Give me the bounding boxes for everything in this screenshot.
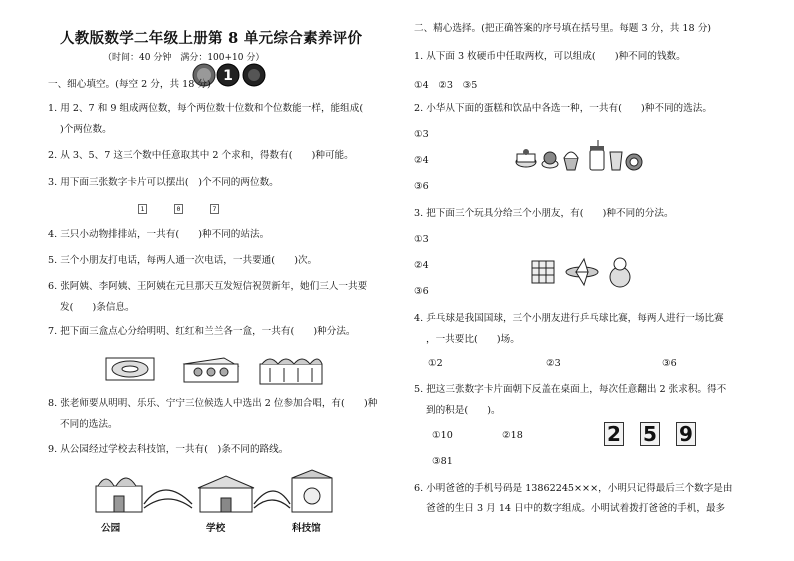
right-q6-line1: 6. 小明爸爸的手机号码是 13862245×××，小明只记得最后三个数字是由 xyxy=(414,483,733,494)
left-q3: 3. 用下面三张数字卡片可以摆出( )个不同的两位数。 xyxy=(48,177,279,188)
left-q9: 9. 从公园经过学校去科技馆，一共有( )条不同的路线。 xyxy=(48,444,289,455)
right-q1: 1. 从下面 3 枚硬币中任取两枚，可以组成( )种不同的钱数。 xyxy=(414,51,686,62)
right-q4-option-2: ②3 xyxy=(546,358,561,369)
left-q2: 2. 从 3、5、7 这三个数中任意取其中 2 个求和，得数有( )种可能。 xyxy=(48,150,354,161)
left-q7: 7. 把下面三盒点心分给明明、红红和兰兰各一盒，一共有( )种分法。 xyxy=(48,326,356,337)
cake-icon-2 xyxy=(542,152,558,168)
right-q4-line1: 4. 乒乓球是我国国球，三个小朋友进行乒乓球比赛，每两人进行一场比赛 xyxy=(414,313,724,324)
section-2-heading: 二、精心选择。(把正确答案的序号填在括号里。每题 3 分，共 18 分) xyxy=(414,23,712,34)
right-q2-option-2: ②4 xyxy=(414,155,429,166)
route-arc-2 xyxy=(144,499,192,508)
left-q6-line2: 发( )条信息。 xyxy=(60,302,135,313)
toy-plane-icon xyxy=(566,259,598,285)
place-label-park: 公园 xyxy=(101,523,121,534)
right-q3-option-1: ①3 xyxy=(414,234,429,245)
cupcake-icon xyxy=(564,152,578,170)
park-icon xyxy=(96,478,142,512)
route-map-image xyxy=(88,468,338,518)
right-q1-options: ①4 ②3 ③5 xyxy=(414,80,478,91)
drink-icon-3 xyxy=(626,154,642,170)
right-q5-option-1: ①10 xyxy=(432,430,453,441)
digit-card-7: 7 xyxy=(210,204,219,214)
number-card-2: 2 xyxy=(604,422,624,446)
right-q3: 3. 把下面三个玩具分给三个小朋友，有( )种不同的分法。 xyxy=(414,208,674,219)
page-subtitle: （时间：40 分钟 满分：100+10 分） xyxy=(103,53,265,63)
cakes-drinks-image xyxy=(514,140,644,180)
snack-box-2 xyxy=(184,358,238,382)
number-card-5: 5 xyxy=(640,422,660,446)
section-1-heading: 一、细心填空。(每空 2 分，共 18 分) xyxy=(48,79,211,90)
right-q5-line2: 到的积是( )。 xyxy=(426,405,501,416)
left-q1-line2: )个两位数。 xyxy=(60,124,112,135)
snack-box-1 xyxy=(106,358,154,380)
snack-boxes-image xyxy=(98,350,338,390)
left-q6-line1: 6. 张阿姨、李阿姨、王阿姨在元旦那天互发短信祝贺新年，她们三人一共要 xyxy=(48,281,368,292)
left-q8-line2: 不同的选法。 xyxy=(60,419,118,430)
tumbler-doll-icon xyxy=(610,258,630,287)
left-q1-line1: 1. 用 2、7 和 9 组成两位数，每个两位数十位数和个位数能一样，能组成( xyxy=(48,103,364,114)
route-arc-4 xyxy=(254,500,290,508)
toys-image xyxy=(530,255,640,289)
route-arc-3 xyxy=(254,491,290,504)
right-q2: 2. 小华从下面的蛋糕和饮品中各选一种，一共有( )种不同的选法。 xyxy=(414,103,712,114)
left-q8-line1: 8. 张老师要从明明、乐乐、宁宁三位候选人中选出 2 位参加合唱，有( )种 xyxy=(48,398,378,409)
left-q4: 4. 三只小动物排排站，一共有( )种不同的站法。 xyxy=(48,229,270,240)
right-q5-line1: 5. 把这三张数字卡片面朝下反盖在桌面上，每次任意翻出 2 张求积。得不 xyxy=(414,384,727,395)
digit-card-1: 1 xyxy=(138,204,147,214)
right-q3-option-2: ②4 xyxy=(414,260,429,271)
digit-card-0: 0 xyxy=(174,204,183,214)
route-arc-1 xyxy=(144,490,192,504)
right-q4-option-1: ①2 xyxy=(428,358,443,369)
right-q2-option-3: ③6 xyxy=(414,181,429,192)
coin-2-label: 1 xyxy=(223,68,233,84)
right-q2-option-1: ①3 xyxy=(414,129,429,140)
left-q5: 5. 三个小朋友打电话，每两人通一次电话，一共要通( )次。 xyxy=(48,255,318,266)
drink-icon-1 xyxy=(590,140,604,170)
snack-box-3 xyxy=(260,359,322,384)
right-q4-option-3: ③6 xyxy=(662,358,677,369)
science-museum-icon xyxy=(292,470,332,512)
rubiks-cube-icon xyxy=(532,261,554,283)
right-q5-option-3: ③81 xyxy=(432,456,453,467)
right-q4-line2: ，一共要比( )场。 xyxy=(426,334,520,345)
school-icon xyxy=(198,476,254,512)
right-q3-option-3: ③6 xyxy=(414,286,429,297)
right-q6-line2: 爸爸的生日 3 月 14 日中的数字组成。小明试着拨打爸爸的手机，最多 xyxy=(426,503,726,514)
place-label-school: 学校 xyxy=(206,523,226,534)
right-q5-option-2: ②18 xyxy=(502,430,523,441)
page-title: 人教版数学二年级上册第 8 单元综合素养评价 xyxy=(60,30,363,47)
cake-icon-1 xyxy=(516,149,536,167)
drink-icon-2 xyxy=(610,152,622,170)
place-label-science-museum: 科技馆 xyxy=(292,523,321,534)
number-card-9: 9 xyxy=(676,422,696,446)
